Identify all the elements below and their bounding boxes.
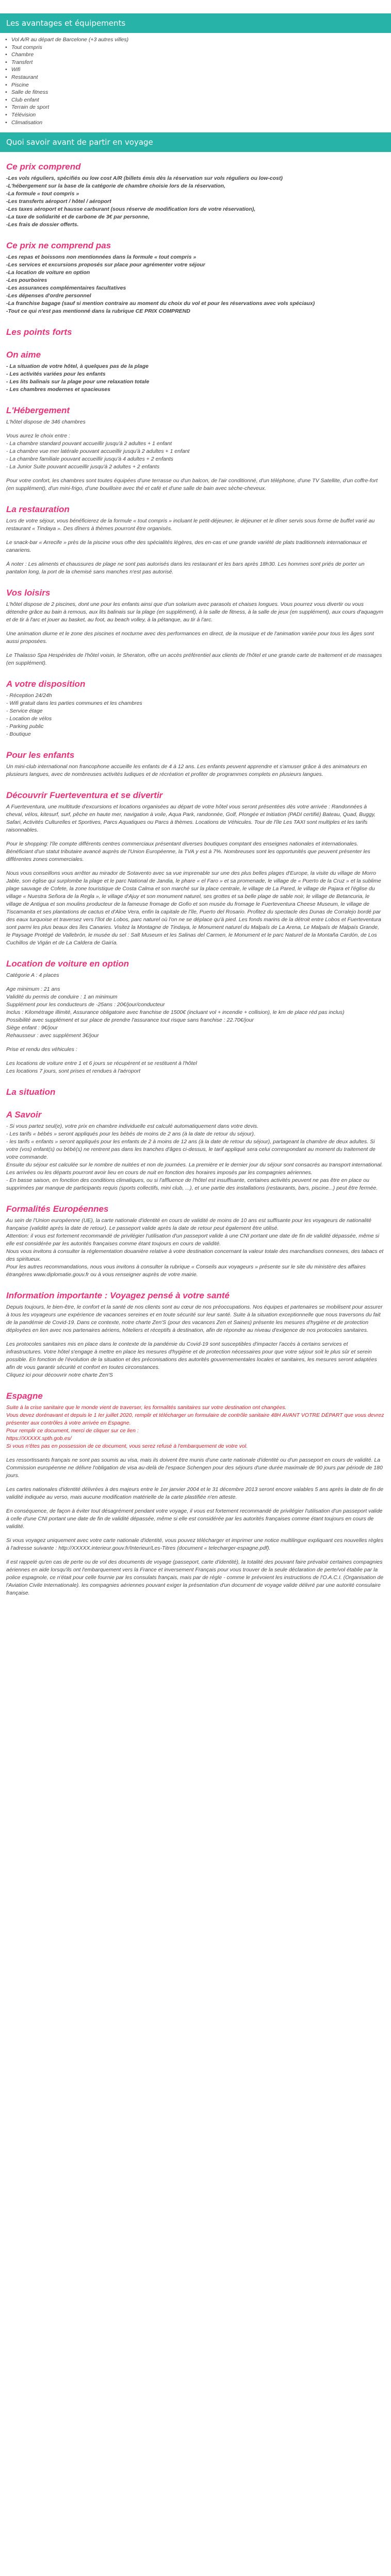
section-line: Les ressortissants français ne sont pas soumis au visa, mais ils doivent être munis d'une carte nationale d'identité ou d'un passeport en cours de validité. La Commission européenne ne délivre l'obligation de visa au-delà de l'espace Schengen pour des séjours d'une durée maximale de 90 jours par période de 180 jours. [6,1457,383,1479]
section-line: Age minimum : 21 ans [6,986,60,993]
section-line: Une animation diurne et le zone des piscines et nocturne avec des performances en direct, de la musique et de l'animation variée pour tous les âges sont aussi proposées. [6,631,374,645]
section-line: Validité du permis de conduire : 1 an minimum [6,994,118,1001]
section-line: Si vous voyagez uniquement avec votre carte nationale d'identité, vous pouvez télécharger et imprimer une notice multilingue expliquant ces nouvelles règles à l'adresse suivante : http://XXXXX.interieur.gouv.fr/Interieur/Les-Titres (document « telecharger-espagne.pdf). [6,1537,384,1552]
section-line: Le Thalasso Spa Hespérides de l'hôtel voisin, le Sheraton, offre un accès préférentiel aux clients de l'hôtel et une grande carte de traitement et de massages (en supplément). [6,652,382,667]
section-line: - Les lits balinais sur la plage pour une relaxation totale [6,379,150,385]
equipment-item: • Club enfant [5,96,391,104]
section-line: Il est rappelé qu'en cas de perte ou de vol des documents de voyage (passeport, carte d'identité), la totalité des pouvant faire prévaloir certaines compagnies aériennes en aide lorsqu'ils ont l'embarquement vers la France et inversement Français pour vous trouver de la seule déclaration de perte/vol établie par la police espagnole, ce n'était pour celle fournie par les consulats français, mais par de régle - comme le prévoient les instructions de l'O.A.C.I. (Organisation de l'Aviation Civile Internationale). les compagnies aériennes pouvant exiger la présentation d'un document de voyage valide délivré par une autorité consulaire française. [6,1559,384,1597]
section-title: A Savoir [6,1110,42,1120]
section-line: Siège enfant : 9€/jour [6,1025,58,1031]
section-line: Nous vous invitons à consulter la réglementation douanière relative à votre destination concernant la valeur totale des marchandises connexes, des tabacs et des spiritueux. [6,1248,384,1263]
section-line: Les protocoles sanitaires mis en place dans le contexte de la pandémie du Covid-19 sont susceptibles d'impacter l'accès à certains services et infrastructures. Votre hôtel s'engage à mettre en place les mesures d'hygiène et de protection nécessaires pour que votre séjour soit le plus sûr et serein possible. En fonction de l'évolution de la situation et des préconisations des autorités gouvernementales locales et sanitaires, les mesures seront adaptées afin de vous garantir sécurité et confort en toutes circonstances. [6,1341,377,1371]
section-line: Pour votre confort, les chambres sont toutes équipées d'une terrasse ou d'un balcon, de l'air conditionné, d'un téléphone, d'une TV Satellite, d'un coffre-fort (en supplément), d'un mini-frigo, d'une bouilloire avec thé et café et d'une salle de bain avec sèche-cheveux. [6,478,378,492]
section-line: Rehausseur : avec supplément 3€/jour [6,1032,99,1039]
equipment-item: • Climatisation [5,119,391,127]
section-line: -Les services et excursions proposés sur place pour agrémenter votre séjour [6,262,205,268]
section-line: Pour le shopping: l'île compte différents centres commerciaux présentant diverses boutiques comptant des enseignes nationales et internationales. Bénéficiant d'un statut tributaire avancé auprès de l'Union Européenne, la TVA y est à 7%. Nombreuses sont les opportunités que peuvent présenter les différentes zones commerciales. [6,841,370,863]
section-line: A Fuerteventura, une multitude d'excursions et locations organisées au départ de votre hôtel vous seront présentées dès votre arrivée : Randonnées à cheval, vélos, kitesurf, surf, pêche en haute mer, navigation à voile, Aqua Park, randonnée, Golf, Plongée et Initiation (PADI certifié) Bateau, Quad, Buggy, Safari, Activités Culturelles et Sportives, Parcs Aquatiques ou Parcs à thèmes. Locations de Véhicules. Tour de l'île Les TAXI sont multiples et les tarifs raisonnables. [6,804,376,834]
section-banner-info [0,132,391,152]
section-title: La restauration [6,504,70,515]
equipment-item: • Vol A/R au départ de Barcelone (+3 autres villes) [5,36,391,44]
section-title: L'Hébergement [6,405,70,416]
section-line: -Les assurances complémentaires facultatives [6,285,126,292]
section-line: Cliquez ici pour découvrir notre charte Zen'S [6,1372,113,1379]
section-line: -Les dépenses d'ordre personnel [6,293,91,299]
section-line: -Les transferts aéroport / hôtel / aéroport [6,198,111,205]
section-line: Nous vous conseillons vous arrêter au mirador de Sotavento avec sa vue imprenable sur une des plus belles plages d'Europe, la visite du village de Morro Jable, son église qui surplombe la plage et le parc National de Jandia, le phare « el Faro » et sa promenade, le village de « Puerto de la Cruz » et la sublime plage sauvage de Cofete, la zone touristique de Costa Calma et son marché sur la place centrale, le village de La Pared, le village de Pajara et l'église du village « Nuestra Señora de la Regla », le village d'Ajuy et son monument naturel, ses grottes et sa belle plage de sable noir, le village de Betancuria, le village de Antigua et son moulins producteur de la fameuse fromage de Gofio et son musée du fromage le Fuerteventura Cheese Museum, le village de Tiscamanita et ses plantations de cactus et d'Aloe Vera, enfin la capitale de l'île, Puerto del Rosario. Profitez du spectacle des Dunas de Corralejo bordé par des eaux turquoise et traversez vers l'îlot de Lobos, parc naturel où l'on ne se déplace qu'à pied. Les fonds marins de la détroit entre Lobos et Fuerteventura sont parmi les plus beaux des îles Canaries. Visitez la Montagne de Tindaya, le Monument naturel du Malpaís de La Arena, Le Malpaís de Malpaís Grande, le Paysage Protégé de Vallebrón, le musée du sel : Salt Museum et les Salinas del Carmen, le Monument et le parc Naturel de la Montaña Cardón, de Los Cuchillos de Vigán et de La Caldera de Gairía. [6,870,381,946]
section-line: - En basse saison, en fonction des conditions climatiques, ou si l'affluence de l'hôtel est insuffisante, certaines activités peuvent ne pas être en place ou supprimées par manque de participants requis (sports collectifs, mini club, ...), et une partie des installations (restaurants, bars, piscine...) peut être fermée. [6,1177,378,1192]
section-line: - La chambre familiale pouvant accueillir jusqu'à 4 adultes + 2 enfants [6,456,173,463]
section-title: Ce prix ne comprend pas [6,241,111,251]
section-line: L'hôtel dispose de 346 chambres [6,419,86,426]
section-title: Pour les enfants [6,750,75,760]
section-line: L'hôtel dispose de 2 piscines, dont une pour les enfants ainsi que d'un solarium avec parasols et chaises longues. Vous pourrez vous divertir ou vous détendre grâce au bain à remous, aux lits balinais sur la plage (en supplément), à la salle de fitness, à la salle de jeux (en supplément), aux cours d'aquagym et de tir à l'arc et jouer au basket, au foot, au beach volley, à la pétanque, au tir à l'arc. [6,601,384,623]
notice-line[interactable]: https://XXXXX.spth.gob.es/ [6,1435,72,1442]
equipment-item: • Piscine [5,81,391,89]
notice-line: Suite à la crise sanitaire que le monde vient de traverser, les formalités sanitaires sur votre destination ont changées. [6,1404,287,1411]
equipment-item: • Salle de fitness [5,89,391,96]
section-line: À noter : Les aliments et chaussures de plage ne sont pas autorisés dans les restaurant et les bars après 18h30. Les hommes sont priés de porter un pantalon long, la port de la chemisé sans manches n'est pas autorisé. [6,561,365,575]
section-line: - Service étage [6,708,43,715]
info-sections [0,161,391,1597]
section-line: -Tout ce qui n'est pas mentionné dans la rubrique CE PRIX COMPREND [6,308,190,315]
section-title: Formalités Européennes [6,1204,109,1214]
section-line: - Location de vélos [6,716,52,722]
equipment-item: • Télévision [5,111,391,119]
section-line: -Les repas et boissons non mentionnées dans la formule « tout compris » [6,254,197,261]
section-line: - La Junior Suite pouvant accueillir jusqu'à 2 adultes + 2 enfants [6,464,160,470]
section-line: - Les chambres modernes et spacieuses [6,386,110,393]
section-line: Inclus : Kilométrage illimité, Assurance obligatoire avec franchise de 1500€ (incluant vol + incendie + collision), le km de place réd pas inclus) [6,1009,345,1016]
section-line: -Les pourboires [6,277,47,284]
section-line: -Les frais de dossier offerts. [6,222,79,228]
section-banner-features [0,13,391,33]
section-line: Vous aurez le choix entre : [6,433,70,439]
section-line: - Boutique [6,731,31,738]
section-line: Pour les autres recommandations, nous vous invitons à consulter la rubrique « Conseils aux voyageurs » présente sur le site du ministère des affaires étrangères www.diplomatie.gouv.fr ou à vous renseigner auprès de votre mairie. [6,1264,366,1278]
section-line: - La chambre vue mer latérale pouvant accueillir jusqu'à 2 adultes + 1 enfant [6,448,190,455]
section-title: Location de voiture en option [6,959,129,969]
equipment-item: • Tout compris [5,44,391,52]
section-title: La situation [6,1087,56,1097]
section-line: - les tarifs « enfants » seront appliqués pour les enfants de 2 à moins de 12 ans (à la date de retour du séjour), partageant la chambre de deux adultes. Si votre (vos) enfant(s) ou bébé(s) ne rentrent pas dans les tranches d'âges ci-dessus, le tarif appliqué sera celui correspondant au moment du traitement de votre commande. [6,1139,376,1161]
section-line: -La taxe de solidarité et de carbone de 3€ par personne, [6,214,150,221]
equipment-item: • Terrain de sport [5,104,391,111]
section-title: Ce prix comprend [6,162,81,172]
section-line: Les cartes nationales d'identité délivrées à des majeurs entre le 1er janvier 2004 et le 31 décembre 2013 seront encore valables 5 ans après la date de fin de validité indiquée au verso, mais aucune modification matérielle de la carte plastifiée n'en atteste. [6,1486,384,1501]
section-title: Découvrir Fuerteventura et se divertir [6,790,163,801]
section-line: Attention: il vous est fortement recommandé de privilégier l'utilisation d'un passeport valide à une CNI portant une date de fin de validité dépassée, même si elle est considérée par les autorités françaises comme étant toujours en cours de validité. [6,1233,380,1247]
notice-line: Pour remplir ce document, merci de cliquer sur ce lien : [6,1428,139,1434]
section-title: A votre disposition [6,679,86,689]
section-title: Vos loisirs [6,588,51,598]
section-line: Un mini-club international non francophone accueille les enfants de 4 à 12 ans. Les enfants peuvent apprendre et s'amuser grâce à des animateurs en plusieurs langues, avec de nombreuses activités ludiques et de récréation et profiter de programmes complets en plusieurs langues. [6,764,367,778]
section-line: En conséquence, de façon à éviter tout désagrément pendant votre voyage, il vous est fortement recommandé de privilégier l'utilisation d'un passeport valide à celle d'une CNI portant une date de fin de validité dépassée, même si elle est considérée par les autorités françaises comme étant toujours en cours de validité. [6,1508,383,1530]
section-line: - Si vous partez seul(e), votre prix en chambre individuelle est calculé automatiquement dans votre devis. [6,1123,259,1130]
section-line: Depuis toujours, le bien-être, le confort et la santé de nos clients sont au cœur de nos préoccupations. Nos équipes et partenaires se mobilisent pour assurer à tous les voyageurs une expérience de vacances sereines et en toute sécurité sur leur santé. Suite à la situation exceptionnelle que nous traversons du fait de la pandémie de Covid-19. Dans ce contexte, notre charte Zen'S (pour des vacances Zen et Saines) présente les mesures d'hygiène et de protection déployées en lien avec nos partenaires aériens, hôteliers et réceptifs à destination, afin de répondre au niveau d'exigence de nos protocoles sanitaires. [6,1304,383,1334]
section-line: - La situation de votre hôtel, à quelques pas de la plage [6,363,149,370]
section-line: Lors de votre séjour, vous bénéficierez de la formule « tout compris » incluant le petit-déjeuner, le déjeuner et le dîner servis sous forme de buffet varié au restaurant « Tindaya ». Des dîners à thèmes pourront être organisés. [6,518,375,532]
section-line: - Parking public [6,723,44,730]
page [0,13,391,1597]
equipment-item: • Wifi [5,66,391,74]
section-line: - La chambre standard pouvant accueillir jusqu'à 2 adultes + 1 enfant [6,440,172,447]
section-title: Information importante : Voyagez pensé à votre santé [6,1291,230,1301]
section-line: - Wifi gratuit dans les parties communes et les chambres [6,700,142,707]
banner-title: Quoi savoir avant de partir en voyage [6,138,153,147]
section-line: - Les activités variées pour les enfants [6,371,106,378]
section-line: -La location de voiture en option [6,269,90,276]
notice-line: Vous devez dorénavant et depuis le 1 Ier juillet 2020, remplir et télécharger un formulaire de contrôle sanitaire 48H AVANT VOTRE DÉPART que vous devrez présenter aux contrôles à votre arrivée en Espagne. [6,1412,384,1427]
section-line: - Réception 24/24h [6,692,52,699]
section-line: Ensuite du séjour est calculée sur le nombre de nuitées et non de journées. La première et le dernier jour du séjour sont consacrés au transport international. Les arrivées ou les départs pourront avoir lieu en cours de nuit en fonction des horaires imposés par les compagnies aériennes. [6,1162,383,1176]
notice-line: Si vous n'êtes pas en possession de ce document, vous serez refusé à l'embarquement de votre vol. [6,1443,248,1450]
section-line: -Les vols réguliers, spécifiés ou low cost A/R (billets émis dès la réservation sur vols réguliers ou low-cost) [6,175,283,182]
equipment-item: • Restaurant [5,74,391,81]
section-title: Les points forts [6,327,72,337]
section-line: Possibilité avec supplément et sur place de prendre l'assurance tout risque sans franchise : 22.70€/jour [6,1017,254,1024]
equipment-item: • Transfert [5,59,391,66]
equipment-list [0,36,391,126]
banner-title: Les avantages et équipements [6,19,126,28]
section-line: Le snack-bar « Arrecife » près de la piscine vous offre des spécialités légères, des en-cas et une grande variété de plats traditionnels internationaux et canariens. [6,539,367,554]
section-line: -La franchise bagage (sauf si mention contraire au moment du choix du vol et pour les réservations avec vols spéciaux) [6,300,315,307]
section-line: -Les taxes aéroport et hausse carburant (sous réserve de modification lors de votre réservation), [6,206,256,213]
section-title: On aime [6,350,41,360]
section-title: Espagne [6,1391,43,1401]
section-line: Supplément pour les conducteurs de -25ans : 20€/jour/conducteur [6,1002,165,1008]
section-line: Les locations de voiture entre 1 et 6 jours se récupèrent et se restituent à l'hôtel [6,1060,197,1067]
section-line: -La formule « tout compris » [6,191,79,197]
section-line: Catégorie A : 4 places [6,972,59,979]
section-line: Au sein de l'Union européenne (UE), la carte nationale d'identité en cours de validité de moins de 10 ans est suffisante pour les voyageurs de nationalité française (validité après la date de retour). Le passeport valide après la date de retour peut également être utilisé. [6,1217,371,1232]
section-line: Prise et rendu des véhicules : [6,1046,77,1053]
equipment-item: • Chambre [5,51,391,59]
section-line: -L'hébergement sur la base de la catégorie de chambre choisie lors de la réservation, [6,183,225,190]
section-line: - Les tarifs « bébés » seront appliqués pour les bébés de moins de 2 ans (à la date de retour du séjour). [6,1131,255,1138]
section-line: Les locations 7 jours, sont prises et rendues à l'aéroport [6,1068,140,1075]
